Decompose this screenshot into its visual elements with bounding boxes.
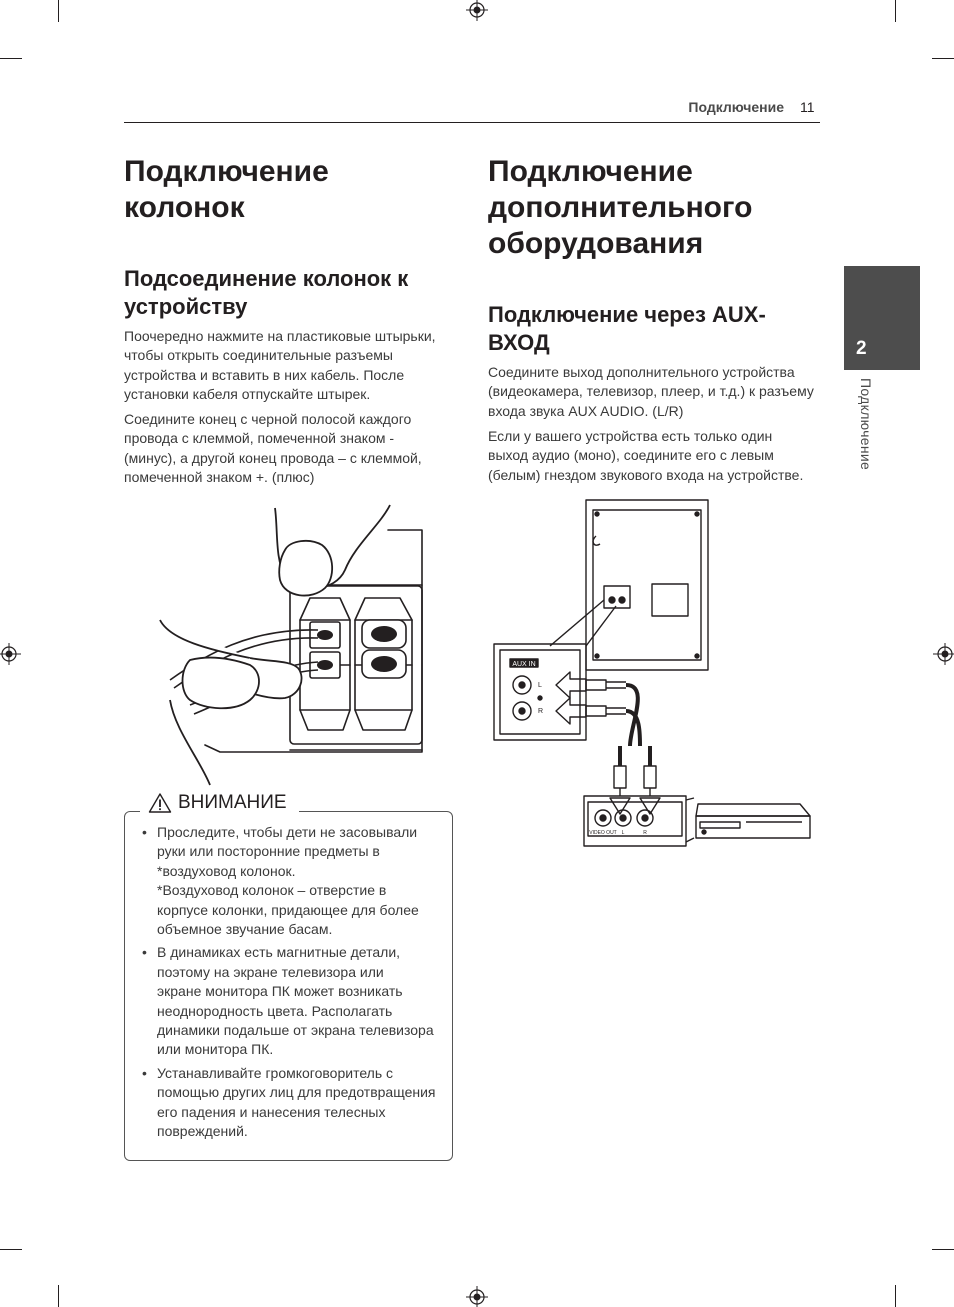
text-line: Соедините конец с черной полосой каждого [124,411,412,427]
right-title-line: оборудования [488,227,704,260]
crop-mark [58,1285,59,1307]
bullet-dot: • [142,1064,147,1081]
caution-item-text: Устанавливайте громкоговоритель с помощью других лиц для предотвращения его падения и нанесения телесных повреждений. [157,1064,436,1140]
chapter-tab [844,266,920,370]
text-line: чтобы открыть соединительные разъемы [124,347,393,364]
left-subtitle [124,265,464,321]
right-paragraph-1 [488,363,828,421]
left-subtitle-line: устройству [124,294,248,319]
right-title-line: дополнительного [488,191,753,224]
text-line: помеченной знаком +. (плюс) [124,469,315,486]
aux-in-label: AUX IN [512,661,536,668]
caution-header [140,792,299,814]
running-header-section: Подключение [688,99,784,115]
caution-item-text: Проследите, чтобы дети не засовывали руки или посторонние предметы в *воздуховод колонок. *Воздуховод колонок – отверстие в корпусе колонки, придающее для более объемное звучание басам. [157,824,419,938]
registration-mark-icon [464,1285,490,1307]
source-jack-label: L [621,830,625,836]
chapter-tab-label: Подключение [858,378,874,471]
left-paragraph-2 [124,410,464,488]
text-line: Соедините выход дополнительного устройства [488,364,795,380]
source-jack-label: R [643,830,647,836]
right-title-line: Подключение [488,155,693,188]
speaker-terminal-illustration [150,500,430,790]
caution-item [140,943,445,1059]
registration-mark-icon [464,0,490,22]
left-channel-label: L [538,682,542,689]
right-paragraph-2 [488,427,828,485]
text-line: (видеокамера, телевизор, плеер, и т.д.) к разъему [488,383,814,400]
left-title-line: колонок [124,191,245,224]
text-line: установки кабеля отпускайте штырек. [124,386,371,403]
left-paragraph-1 [124,327,464,405]
right-channel-label: R [538,708,544,715]
caution-item [140,823,445,939]
bullet-dot: • [142,944,147,961]
caution-item [140,1064,445,1142]
chapter-number: 2 [856,338,867,359]
text-line: Если у вашего устройства есть только один [488,428,773,444]
page-number: 11 [800,99,815,115]
crop-mark [932,58,954,59]
source-jack-label: VIDEO OUT [589,830,617,836]
text-line: входа звука AUX AUDIO. (L/R) [488,402,684,419]
registration-mark-icon [0,641,22,667]
registration-mark-icon [932,641,954,667]
left-title-line: Подключение [124,155,329,188]
right-subtitle-line: ВХОД [488,330,550,355]
crop-mark [0,58,22,59]
right-subtitle-line: Подключение через AUX- [488,302,766,327]
bullet-dot: • [142,824,147,840]
right-subtitle [488,301,828,357]
crop-mark [58,0,59,22]
caution-item-text: В динамиках есть магнитные детали, поэтому на экране телевизора или экране монитора ПК может возникать неоднородность цвета. Располагать динамики подальше от экрана телевизора или монитора ПК. [157,944,434,1058]
text-line: устройства и вставить в них кабель. После [124,366,405,383]
text-line: провода с клеммой, помеченной знаком - [124,430,395,447]
aux-connection-diagram [490,496,820,852]
warning-triangle-icon [148,792,172,814]
left-title [124,154,454,226]
crop-mark [895,1285,896,1307]
caution-list [140,823,445,1146]
text-line: выход аудио (моно), соедините его с левым [488,447,774,464]
text-line: (белым) гнездом звукового входа на устройстве. [488,466,804,483]
crop-mark [932,1249,954,1250]
text-line: Поочередно нажмите на пластиковые штырьки, [124,328,436,344]
crop-mark [895,0,896,22]
caution-title: ВНИМАНИЕ [178,792,287,813]
left-subtitle-line: Подсоединение колонок к [124,266,409,291]
right-title [488,154,828,262]
header-rule [124,122,820,123]
crop-mark [0,1249,22,1250]
text-line: (минус), а другой конец провода – с клеммой, [124,449,422,466]
